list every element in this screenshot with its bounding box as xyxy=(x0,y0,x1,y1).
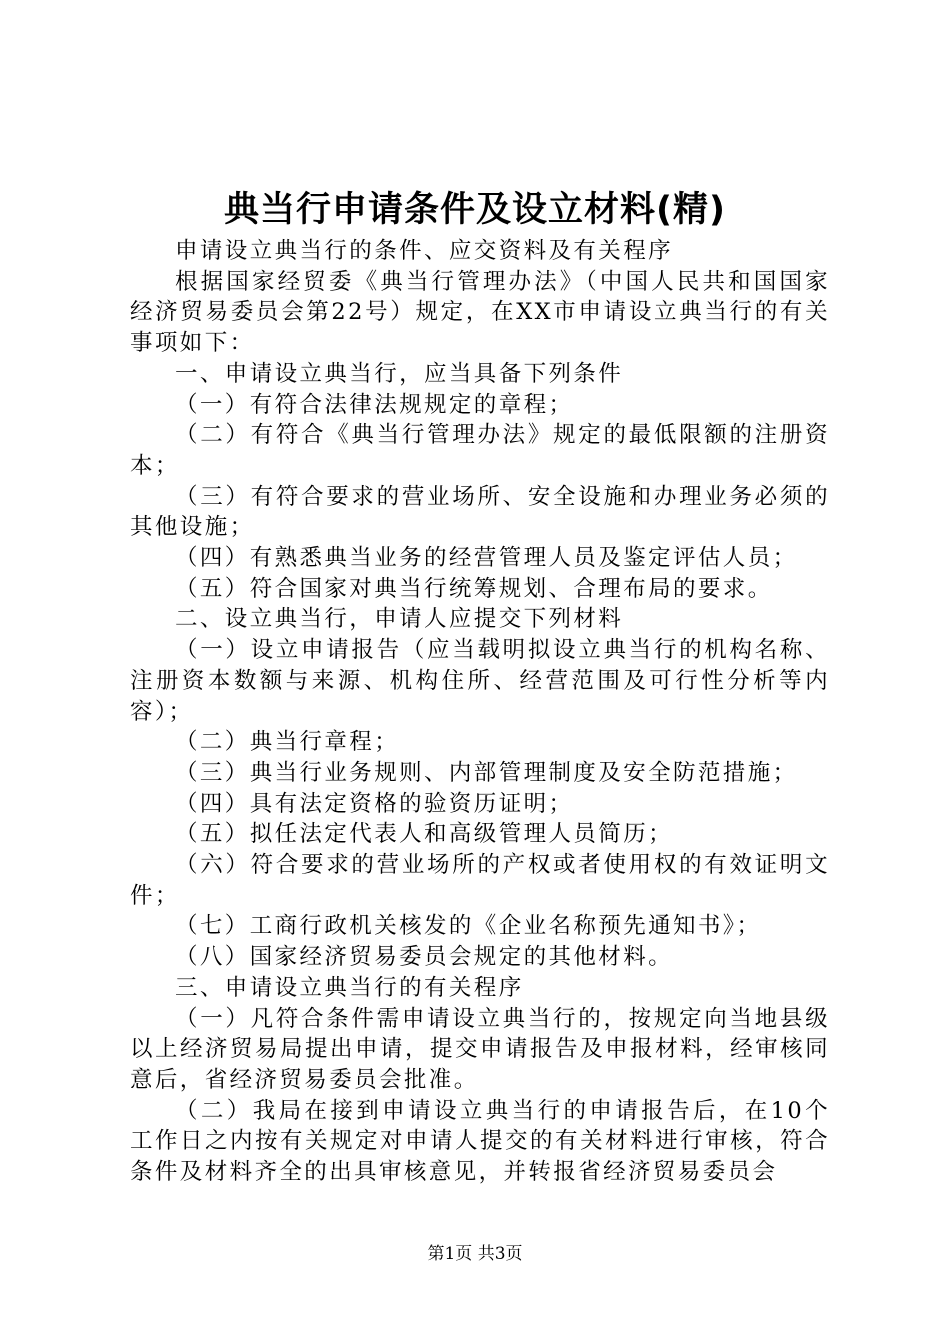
page-number-footer: 第1页 共3页 xyxy=(427,1244,523,1264)
document-body xyxy=(130,236,830,1188)
document-title: 典当行申请条件及设立材料(精) xyxy=(224,190,726,230)
section-heading: 二、设立典当行，申请人应提交下列材料 xyxy=(175,606,624,633)
list-item: （五）拟任法定代表人和高级管理人员简历； xyxy=(175,821,674,848)
list-item: （八）国家经济贸易委员会规定的其他材料。 xyxy=(175,944,674,971)
list-item: （四）有熟悉典当业务的经营管理人员及鉴定评估人员； xyxy=(175,545,798,572)
list-item: （一）凡符合条件需申请设立典当行的，按规定向当地县级以上经济贸易局提出申请，提交申请报告及申报材料，经审核同意后，省经济贸易委员会批准。 xyxy=(130,1005,830,1093)
list-item: （二）有符合《典当行管理办法》规定的最低限额的注册资本； xyxy=(130,422,830,479)
list-item: （四）具有法定资格的验资历证明； xyxy=(175,790,574,817)
list-item: （五）符合国家对典当行统筹规划、合理布局的要求。 xyxy=(175,575,773,602)
section-heading: 一、申请设立典当行，应当具备下列条件 xyxy=(175,360,624,387)
body-paragraph: 根据国家经贸委《典当行管理办法》（中国人民共和国国家经济贸易委员会第22号）规定，在XX市申请设立典当行的有关事项如下： xyxy=(130,268,830,357)
list-item: （二）我局在接到申请设立典当行的申请报告后，在10个工作日之内按有关规定对申请人提交的有关材料进行审核，符合条件及材料齐全的出具审核意见，并转报省经济贸易委员会 xyxy=(130,1097,830,1186)
list-item: （二）典当行章程； xyxy=(175,729,400,756)
section-heading: 三、申请设立典当行的有关程序 xyxy=(175,974,524,1001)
list-item: （六）符合要求的营业场所的产权或者使用权的有效证明文件； xyxy=(130,852,830,909)
list-item: （七）工商行政机关核发的《企业名称预先通知书》； xyxy=(175,913,762,940)
list-item: （三）典当行业务规则、内部管理制度及安全防范措施； xyxy=(175,759,798,786)
body-paragraph: 申请设立典当行的条件、应交资料及有关程序 xyxy=(175,238,674,264)
list-item: （三）有符合要求的营业场所、安全设施和办理业务必须的其他设施； xyxy=(130,483,830,541)
list-item: （一）有符合法律法规规定的章程； xyxy=(175,391,574,418)
list-item: （一）设立申请报告（应当载明拟设立典当行的机构名称、注册资本数额与来源、机构住所、经营范围及可行性分析等内容）； xyxy=(130,637,830,725)
